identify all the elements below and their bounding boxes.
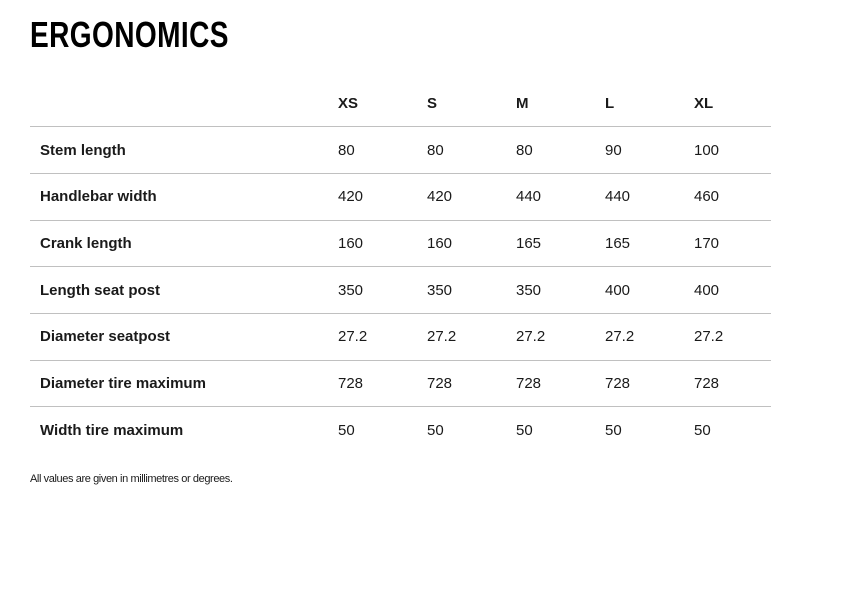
spec-value: 27.2 bbox=[516, 313, 605, 360]
spec-value: 420 bbox=[427, 173, 516, 220]
ergonomics-table bbox=[30, 80, 771, 454]
spec-value: 90 bbox=[605, 127, 694, 174]
spec-label: Width tire maximum bbox=[40, 421, 184, 439]
spec-value: 440 bbox=[605, 173, 694, 220]
footnote: All values are given in millimetres or degrees. bbox=[30, 472, 233, 485]
table-header bbox=[30, 80, 771, 127]
spec-value: 160 bbox=[338, 220, 427, 267]
spec-value: 80 bbox=[427, 127, 516, 174]
table-row-crank-length bbox=[30, 220, 771, 267]
spec-value: 80 bbox=[516, 127, 605, 174]
spec-value: 50 bbox=[427, 421, 444, 439]
spec-value: 80 bbox=[338, 127, 427, 174]
spec-value: 160 bbox=[427, 220, 516, 267]
size-column-header-s: S bbox=[427, 80, 516, 127]
label-column-header bbox=[30, 80, 338, 127]
spec-label: Handlebar width bbox=[30, 173, 338, 220]
spec-label: Diameter seatpost bbox=[30, 313, 338, 360]
size-column-header-xl: XL bbox=[694, 80, 771, 127]
table-row-stem-length bbox=[30, 127, 771, 174]
table-row-handlebar-width bbox=[30, 173, 771, 220]
table-row-diameter-seatpost bbox=[30, 313, 771, 360]
spec-value: 728 bbox=[427, 360, 516, 407]
spec-value: 170 bbox=[694, 220, 771, 267]
spec-value: 440 bbox=[516, 173, 605, 220]
spec-value: 728 bbox=[694, 360, 771, 407]
page-title: ERGONOMICS bbox=[30, 14, 229, 55]
table-row-diameter-tire-maximum bbox=[30, 360, 771, 407]
spec-value: 728 bbox=[605, 360, 694, 407]
table-body bbox=[30, 127, 771, 454]
spec-label: Length seat post bbox=[30, 267, 338, 314]
spec-value: 27.2 bbox=[338, 313, 427, 360]
spec-label: Crank length bbox=[30, 220, 338, 267]
spec-value: 728 bbox=[516, 360, 605, 407]
spec-value: 420 bbox=[338, 173, 427, 220]
spec-value: 50 bbox=[338, 421, 355, 439]
size-column-header-xs: XS bbox=[338, 80, 427, 127]
spec-value: 400 bbox=[605, 267, 694, 314]
size-column-header-m: M bbox=[516, 80, 605, 127]
size-header-row bbox=[30, 80, 771, 127]
spec-value: 50 bbox=[516, 421, 533, 439]
spec-value: 728 bbox=[338, 360, 427, 407]
spec-value: 400 bbox=[694, 267, 771, 314]
spec-value: 460 bbox=[694, 173, 771, 220]
spec-value: 350 bbox=[338, 267, 427, 314]
spec-value: 165 bbox=[605, 220, 694, 267]
spec-value: 350 bbox=[427, 267, 516, 314]
spec-value: 100 bbox=[694, 127, 771, 174]
spec-label: Diameter tire maximum bbox=[30, 360, 338, 407]
spec-value: 50 bbox=[605, 421, 622, 439]
spec-value: 27.2 bbox=[605, 313, 694, 360]
table-row-width-tire-maximum bbox=[30, 407, 771, 454]
size-column-header-l: L bbox=[605, 80, 694, 127]
spec-value: 27.2 bbox=[694, 313, 771, 360]
spec-label: Stem length bbox=[30, 127, 338, 174]
spec-value: 350 bbox=[516, 267, 605, 314]
spec-value: 165 bbox=[516, 220, 605, 267]
spec-value: 27.2 bbox=[427, 313, 516, 360]
table-row-length-seat-post bbox=[30, 267, 771, 314]
spec-value: 50 bbox=[694, 421, 711, 439]
